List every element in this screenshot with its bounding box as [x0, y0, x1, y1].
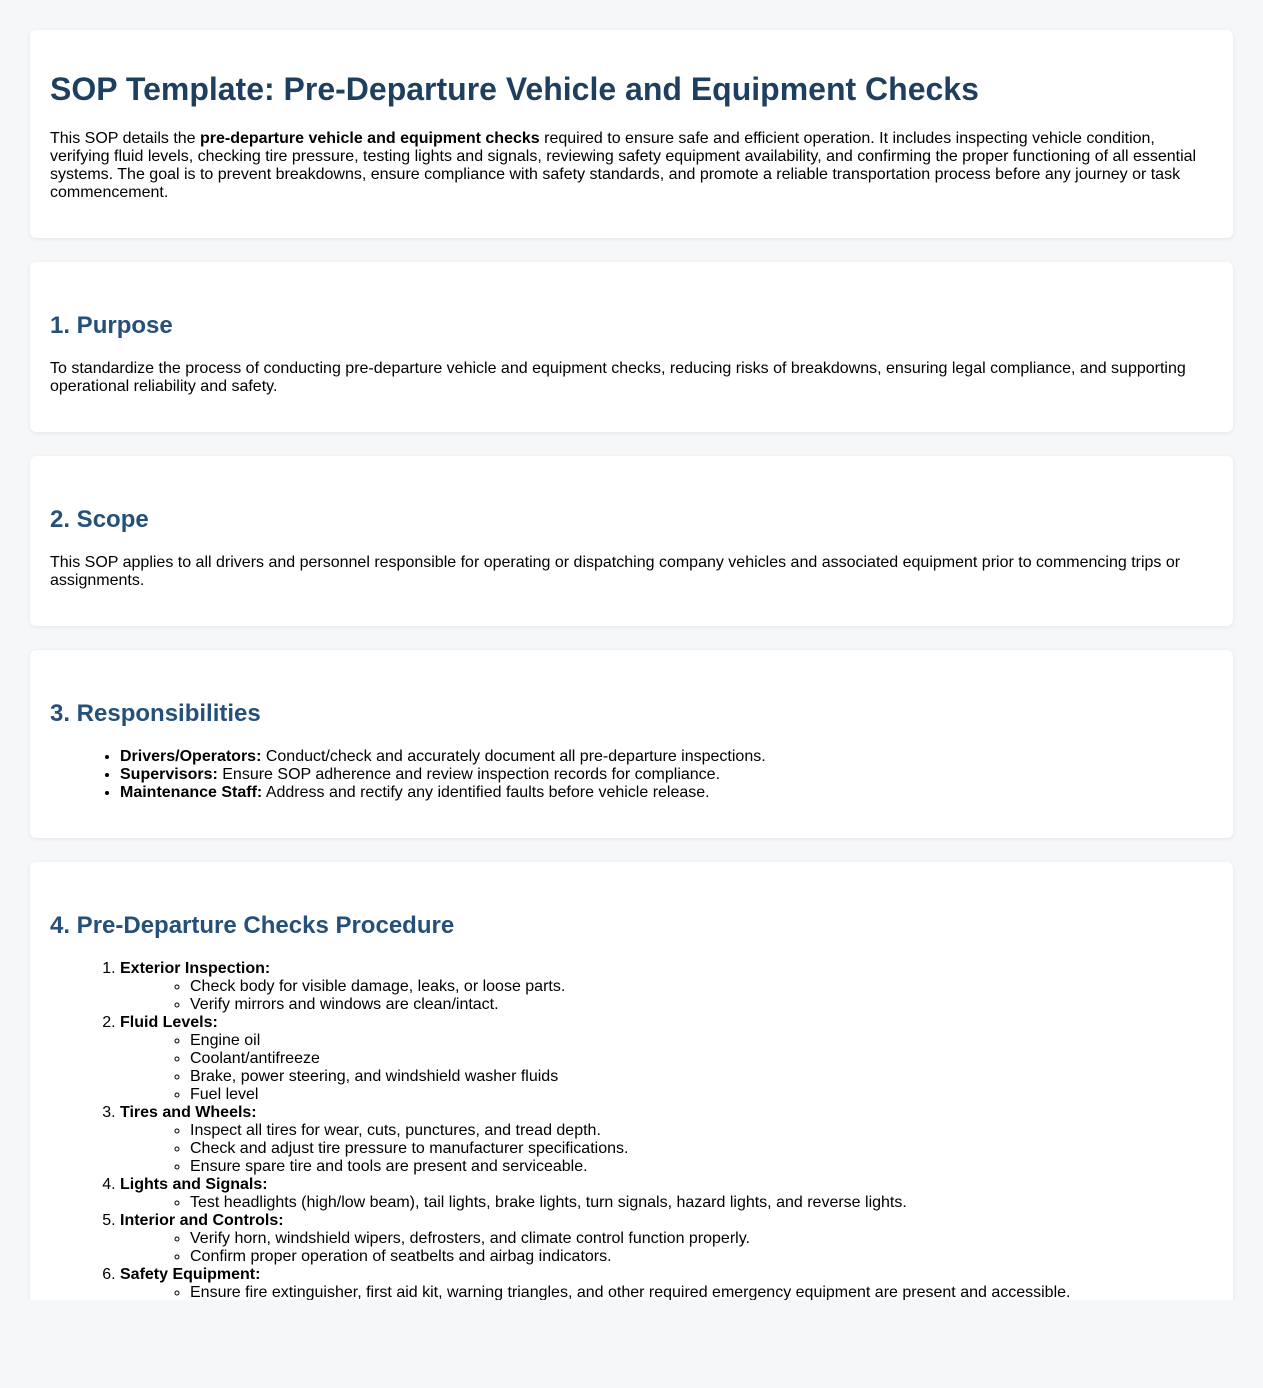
- scope-card: [30, 456, 1233, 626]
- list-item: ◦ Inspect all tires for wear, cuts, punctures, and tread depth.: [190, 1122, 1213, 1140]
- list-item: ◦ Brake, power steering, and windshield washer fluids: [190, 1068, 1213, 1086]
- step-title: Tires and Wheels:: [120, 1104, 257, 1121]
- list-item: ◦ Check body for visible damage, leaks, or loose parts.: [190, 978, 1213, 996]
- procedure-step: [120, 960, 1213, 1014]
- list-item: ◦ Check and adjust tire pressure to manufacturer specifications.: [190, 1140, 1213, 1158]
- intro-paragraph: [50, 130, 1213, 202]
- step-items: [120, 1284, 1213, 1300]
- role-label: Supervisors:: [120, 766, 218, 783]
- list-item: ◦ Ensure fire extinguisher, first aid kit, warning triangles, and other required emergency equipment are present and accessible.: [190, 1284, 1213, 1300]
- list-item: ◦ Coolant/antifreeze: [190, 1050, 1213, 1068]
- list-item: ◦ Confirm proper operation of seatbelts and airbag indicators.: [190, 1248, 1213, 1266]
- step-title: Fluid Levels:: [120, 1014, 218, 1031]
- intro-text-end: required to ensure safe and efficient operation. It includes inspecting vehicle condition, verifying fluid levels, checking tire pressure, testing lights and signals, reviewing safety equipment availability, and confirming the proper functioning of all essential systems. The goal is to prevent breakdowns, ensure compliance with safety standards, and promote a reliable transportation process before any journey or task commencement.: [50, 130, 1197, 201]
- step-items: [120, 978, 1213, 1014]
- role-label: Drivers/Operators:: [120, 748, 262, 765]
- purpose-text: To standardize the process of conducting pre-departure vehicle and equipment checks, reducing risks of breakdowns, ensuring legal compliance, and supporting operational reliability and safety.: [50, 360, 1186, 395]
- role-text: Conduct/check and accurately document all pre-departure inspections.: [261, 748, 766, 765]
- procedure-step: [120, 1266, 1213, 1300]
- step-items: [120, 1230, 1213, 1266]
- list-item: [120, 766, 1213, 784]
- responsibilities-card: [30, 650, 1233, 838]
- responsibilities-heading: 3. Responsibilities: [50, 700, 261, 727]
- step-title: Exterior Inspection:: [120, 960, 271, 977]
- role-text: Address and rectify any identified faults before vehicle release.: [262, 784, 710, 801]
- intro-text-start: This SOP details the: [50, 130, 200, 147]
- procedure-step: [120, 1176, 1213, 1212]
- scope-text: This SOP applies to all drivers and personnel responsible for operating or dispatching company vehicles and associated equipment prior to commencing trips or assignments.: [50, 554, 1181, 589]
- procedure-step: [120, 1212, 1213, 1266]
- step-title: Interior and Controls:: [120, 1212, 284, 1229]
- purpose-card: [30, 262, 1233, 432]
- role-label: Maintenance Staff:: [120, 784, 263, 801]
- list-item: [120, 748, 1213, 766]
- list-item: ◦ Engine oil: [190, 1032, 1213, 1050]
- list-item: [120, 784, 1213, 802]
- role-text: Ensure SOP adherence and review inspection records for compliance.: [217, 766, 721, 783]
- intro-text-bold: pre-departure vehicle and equipment checks: [200, 130, 540, 147]
- list-item: ◦ Ensure spare tire and tools are present and serviceable.: [190, 1158, 1213, 1176]
- procedure-step: [120, 1014, 1213, 1104]
- procedure-steps: [50, 960, 1213, 1300]
- step-items: [120, 1194, 1213, 1212]
- list-item: ◦ Test headlights (high/low beam), tail lights, brake lights, turn signals, hazard lights, and reverse lights.: [190, 1194, 1213, 1212]
- step-items: [120, 1032, 1213, 1104]
- list-item: ◦ Verify horn, windshield wipers, defrosters, and climate control function properly.: [190, 1230, 1213, 1248]
- header-card: [30, 30, 1233, 238]
- list-item: ◦ Fuel level: [190, 1086, 1213, 1104]
- page-title: SOP Template: Pre-Departure Vehicle and Equipment Checks: [50, 71, 979, 107]
- purpose-heading: 1. Purpose: [50, 312, 173, 339]
- procedure-step: [120, 1104, 1213, 1176]
- procedure-card: [30, 862, 1233, 1300]
- responsibilities-list: [50, 748, 1213, 802]
- step-title: Safety Equipment:: [120, 1266, 261, 1283]
- scope-heading: 2. Scope: [50, 506, 149, 533]
- list-item: ◦ Verify mirrors and windows are clean/intact.: [190, 996, 1213, 1014]
- procedure-heading: 4. Pre-Departure Checks Procedure: [50, 912, 455, 939]
- step-items: [120, 1122, 1213, 1176]
- step-title: Lights and Signals:: [120, 1176, 268, 1193]
